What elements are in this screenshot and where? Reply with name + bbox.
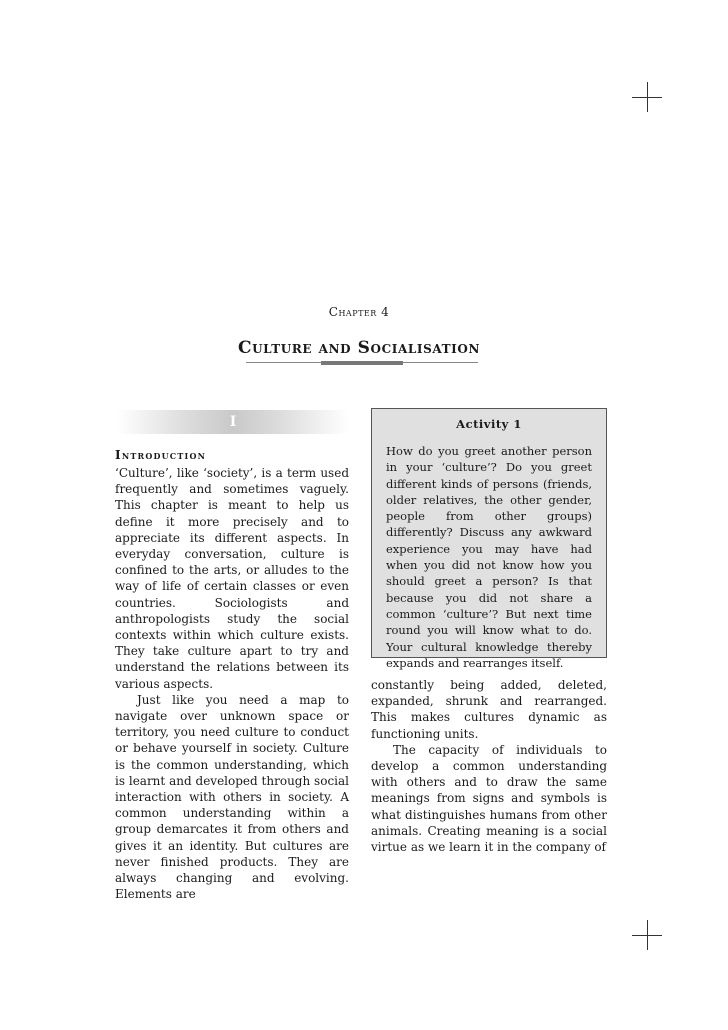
chapter-label: Chapter 4: [328, 305, 390, 319]
left-paragraph-2: Just like you need a map to navigate over unknown space or territory, you need culture to conduct or behave yourself in society. Culture is the common understanding, which is learnt and developed through social interaction with others in society. A common understanding within a group demarcates it from others and gives it an identity. But cultures are never finished products. They are always changing and evolving. Elements are: [115, 692, 349, 902]
section-numeral: I: [229, 414, 237, 430]
section-numeral-bar: [117, 410, 349, 434]
section-heading: Introduction: [115, 448, 207, 462]
right-paragraph-2: The capacity of individuals to develop a common understanding with others and to draw the same meanings from signs and symbols is what distinguishes humans from other animals. Creating meaning is a social virtue as we learn it in the company of: [371, 742, 607, 855]
title-underline-accent: [321, 361, 403, 365]
activity-box: [371, 408, 607, 670]
activity-body: How do you greet another person in your ‘culture’? Do you greet different kinds of persons (friends, older relatives, the other gender, people from other groups) differently? Discuss any awkward experience you may have had when you did not know how you should greet a person? Is that because you did not share a common ‘culture’? But next time round you will know what to do. Your cultural knowledge thereby expands and rearranges itself.: [386, 444, 592, 670]
activity-title: Activity 1: [456, 417, 522, 431]
right-paragraph-1: constantly being added, deleted, expanded, shrunk and rearranged. This makes cultures dynamic as functioning units.: [371, 678, 607, 741]
right-column: [371, 677, 607, 855]
chapter-title: Culture and Socialisation: [237, 338, 481, 358]
left-column: [115, 465, 349, 902]
left-paragraph-1: ‘Culture’, like ‘society’, is a term used frequently and sometimes vaguely. This chapter is meant to help us define it more precisely and to appreciate its different aspects. In everyday conversation, culture is confined to the arts, or alludes to the way of life of certain classes or even countries. Sociologists and anthropologists study the social contexts within which culture exists. They take culture apart to try and understand the relations between its various aspects.: [115, 466, 349, 691]
